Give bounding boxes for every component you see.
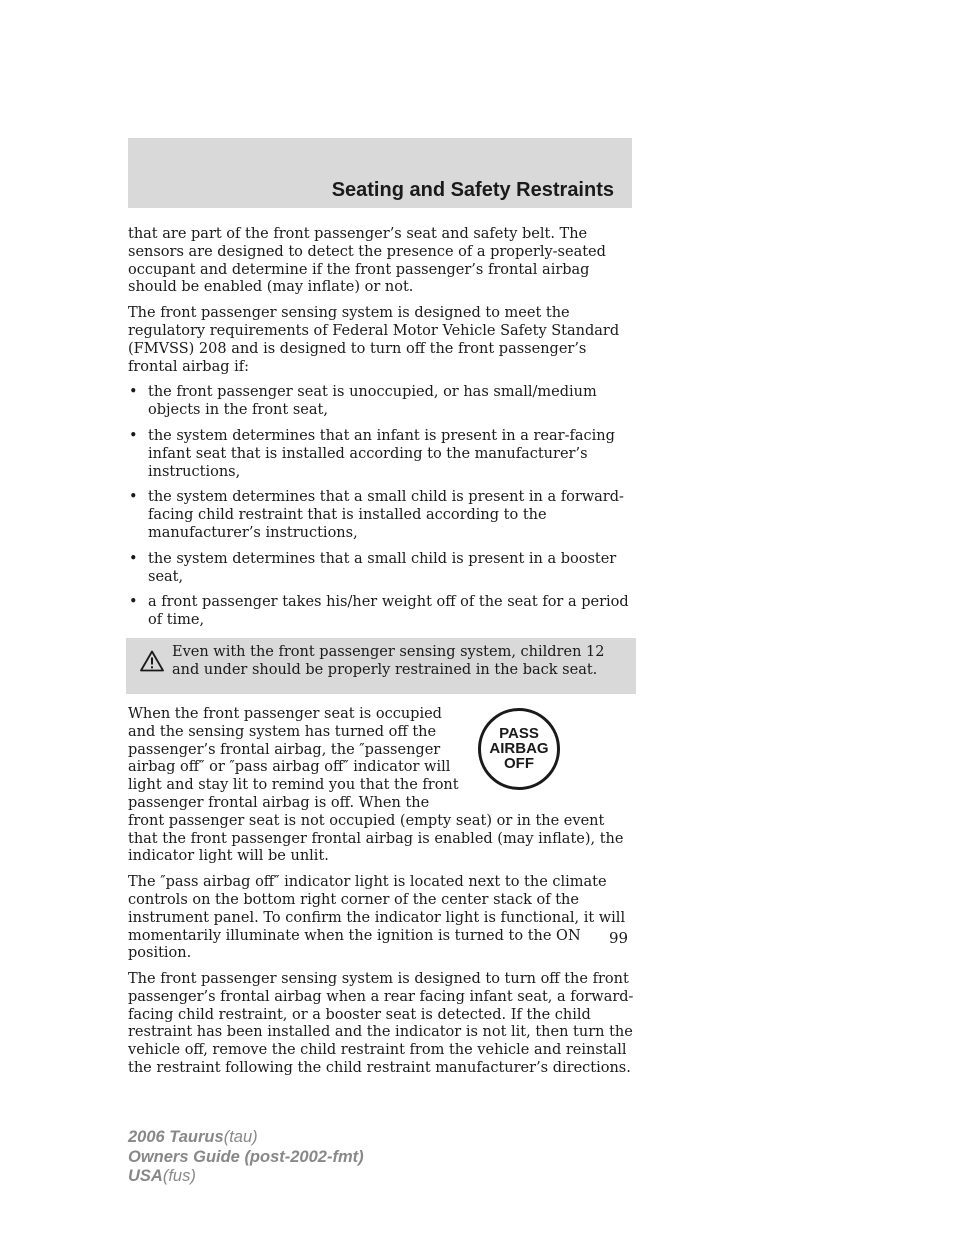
- warning-box: [126, 638, 636, 694]
- footer-model-code: (tau): [223, 1128, 258, 1146]
- list-item-text: the system determines that a small child is present in a forward-facing child restraint that is installed according to the manufacturer’s instructions,: [148, 489, 624, 541]
- list-item-text: the system determines that a small child is present in a booster seat,: [148, 550, 617, 585]
- list-item: [128, 428, 634, 481]
- pass-airbag-off-icon: [478, 708, 560, 790]
- footer-market: USA: [128, 1167, 163, 1185]
- footer-model: 2006 Taurus: [128, 1128, 224, 1146]
- section-header: [128, 138, 632, 208]
- list-item: [128, 551, 634, 587]
- list-item-text: the system determines that an infant is present in a rear-facing infant seat that is installed according to the manufacturer’s instructions,: [148, 427, 615, 480]
- bullet-marker: •: [129, 427, 138, 444]
- list-item-text: a front passenger takes his/her weight off of the seat for a period of time,: [148, 594, 629, 629]
- bullet-marker: •: [129, 489, 138, 506]
- footer-guide: Owners Guide (post-2002-fmt): [128, 1147, 364, 1166]
- bullet-marker: •: [129, 384, 138, 401]
- footer-line: [128, 1128, 364, 1148]
- icon-label-line: AIRBAG: [489, 740, 549, 758]
- bullet-marker: •: [129, 594, 138, 611]
- footer-line: [128, 1148, 364, 1168]
- footer-market-code: (fus): [162, 1167, 196, 1185]
- list-item: [128, 489, 634, 542]
- footer-line: [128, 1167, 364, 1187]
- paragraph-4: The ″pass airbag off″ indicator light is located next to the climate controls on the bottom right corner of the center stack of the instrument panel. To confirm the indicator light is functional, it will momentarily illuminate when the ignition is turned to the ON position.: [128, 874, 626, 962]
- icon-label-line: OFF: [504, 755, 534, 773]
- paragraph-2: The front passenger sensing system is designed to meet the regulatory requirements of Federal Motor Vehicle Safety Standard (FMVSS) 208 and is designed to turn off the front passenger’s frontal airbag if:: [128, 305, 620, 375]
- condition-list: [128, 384, 634, 630]
- list-item-text: the front passenger seat is unoccupied, or has small/medium objects in the front seat,: [148, 384, 597, 419]
- paragraph-1: that are part of the front passenger’s seat and safety belt. The sensors are designed to detect the presence of a properly-seated occupant and determine if the front passenger’s frontal airbag should be enabled (may inflate) or not.: [128, 226, 606, 296]
- warning-text: Even with the front passenger sensing system, children 12 and under should be properly restrained in the back seat.: [172, 643, 605, 678]
- paragraph-3: When the front passenger seat is occupied and the sensing system has turned off the passenger’s frontal airbag, the ″passenger airbag off″ or ″pass airbag off″ indicator will light and stay lit to remind you that the front passenger frontal airbag is off. When the front passenger seat is not occupied (empty seat) or in the event that the front passenger frontal airbag is enabled (may inflate), the indicator light will be unlit.: [128, 705, 624, 865]
- bullet-marker: •: [129, 550, 138, 567]
- body-text: [128, 226, 634, 1086]
- paragraph-5: The front passenger sensing system is designed to turn off the front passenger’s frontal airbag when a rear facing infant seat, a forward-facing child restraint, or a booster seat is detected. If the child restraint has been installed and the indicator is not lit, then turn the vehicle off, remove the child restraint from the vehicle and reinstall the restraint following the child restraint manufacturer’s directions.: [128, 971, 634, 1077]
- list-item: [128, 384, 634, 420]
- document-footer: [128, 1128, 364, 1187]
- list-item: [128, 594, 634, 630]
- icon-label-line: PASS: [499, 725, 539, 743]
- page-number: 99: [609, 929, 629, 947]
- warning-triangle-icon: [140, 650, 164, 672]
- section-title: Seating and Safety Restraints: [331, 179, 614, 201]
